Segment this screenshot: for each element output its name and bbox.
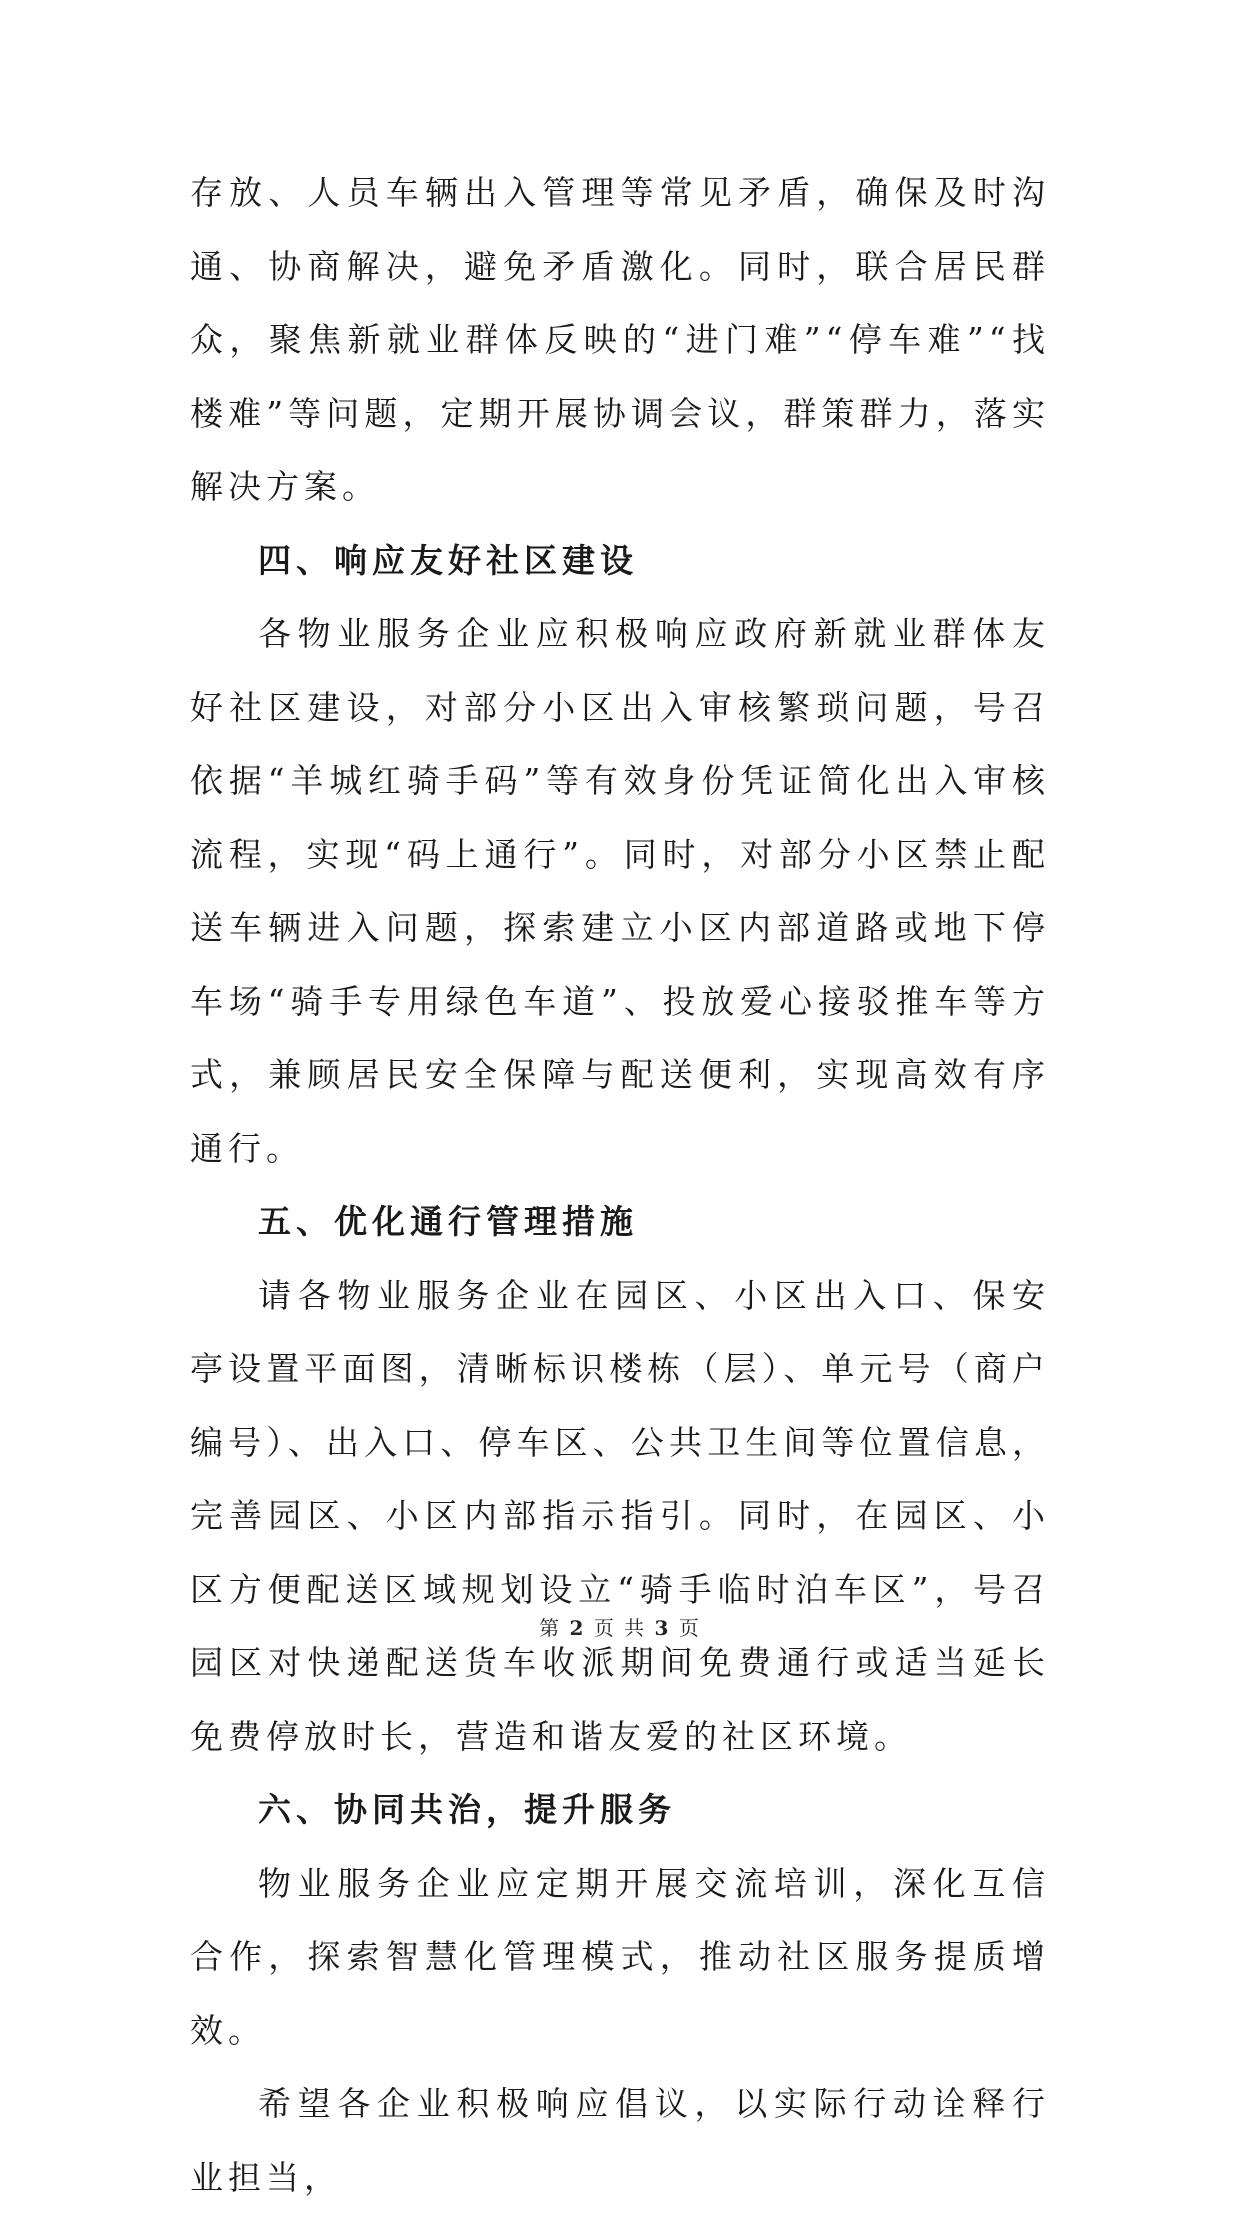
section-heading-6: 六、协同共治，提升服务 bbox=[258, 1790, 676, 1829]
footer-prefix: 第 bbox=[539, 1616, 562, 1640]
paragraph-section-6: 物业服务企业应定期开展交流培训，深化互信合作，探索智慧化管理模式，推动社区服务提质增效。 bbox=[190, 1863, 1050, 2050]
footer-middle: 页 共 bbox=[593, 1616, 647, 1640]
paragraph-section-5: 请各物业服务企业在园区、小区出入口、保安亭设置平面图，清晰标识楼栋（层）、单元号（商户编号）、出入口、停车区、公共卫生间等位置信息，完善园区、小区内部指示指引。同时，在园区、小区方便配送区域规划设立“骑手临时泊车区”，号召园区对快递配送货车收派期间免费通行或适当延长免费停放时长，营造和谐友爱的社区环境。 bbox=[190, 1275, 1050, 1756]
paragraph-continuation: 存放、人员车辆出入管理等常见矛盾，确保及时沟通、协商解决，避免矛盾激化。同时，联合居民群众，聚焦新就业群体反映的“进门难”“停车难”“找楼难”等问题，定期开展协调会议，群策群力，落实解决方案。 bbox=[190, 173, 1050, 506]
page-footer bbox=[0, 1612, 1240, 1641]
document-body bbox=[190, 156, 1050, 2214]
footer-suffix: 页 bbox=[678, 1616, 701, 1640]
section-heading-4: 四、响应友好社区建设 bbox=[258, 540, 638, 580]
section-heading-5: 五、优化通行管理措施 bbox=[258, 1202, 638, 1241]
paragraph-section-4: 各物业服务企业应积极响应政府新就业群体友好社区建设，对部分小区出入审核繁琐问题，号召依据“羊城红骑手码”等有效身份凭证简化出入审核流程，实现“码上通行”。同时，对部分小区禁止配送车辆进入问题，探索建立小区内部道路或地下停车场“骑手专用绿色车道”、投放爱心接驳推车等方式，兼顾居民安全保障与配送便利，实现高效有序通行。 bbox=[190, 614, 1050, 1168]
total-page-number: 3 bbox=[654, 1616, 671, 1640]
current-page-number: 2 bbox=[569, 1616, 586, 1640]
paragraph-closing: 希望各企业积极响应倡议，以实际行动诠释行业担当， bbox=[190, 2084, 1050, 2197]
